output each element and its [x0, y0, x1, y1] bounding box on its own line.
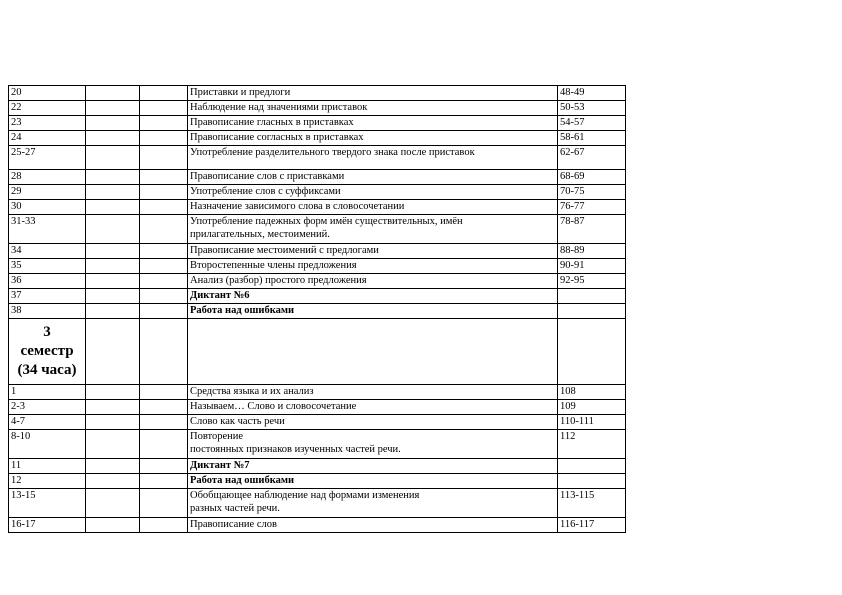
- lesson-number-cell: 25-27: [9, 146, 86, 170]
- textbook-pages-cell: 109: [558, 400, 626, 415]
- table-row: [9, 170, 626, 185]
- lesson-number-cell: 1: [9, 385, 86, 400]
- lesson-number-cell: 2-3: [9, 400, 86, 415]
- date-plan-cell: [86, 319, 140, 385]
- textbook-pages-cell: 90-91: [558, 259, 626, 274]
- semester-header-row: [9, 319, 626, 385]
- date-plan-cell: [86, 385, 140, 400]
- date-plan-cell: [86, 259, 140, 274]
- lesson-number-cell: 22: [9, 101, 86, 116]
- date-plan-cell: [86, 304, 140, 319]
- lesson-number-cell: 11: [9, 459, 86, 474]
- lesson-number-cell: 4-7: [9, 415, 86, 430]
- lesson-number-cell: 34: [9, 244, 86, 259]
- lesson-topic-cell: Слово как часть речи: [188, 415, 558, 430]
- lesson-number-cell: 23: [9, 116, 86, 131]
- lesson-number-cell: 28: [9, 170, 86, 185]
- lesson-topic-cell: [188, 319, 558, 385]
- date-plan-cell: [86, 489, 140, 518]
- date-fact-cell: [140, 489, 188, 518]
- textbook-pages-cell: [558, 289, 626, 304]
- lesson-topic-cell: Употребление разделительного твердого знака после приставок: [188, 146, 558, 170]
- date-plan-cell: [86, 459, 140, 474]
- date-plan-cell: [86, 400, 140, 415]
- textbook-pages-cell: 68-69: [558, 170, 626, 185]
- date-plan-cell: [86, 415, 140, 430]
- date-plan-cell: [86, 131, 140, 146]
- table-row: [9, 385, 626, 400]
- lesson-topic-cell: Правописание местоимений с предлогами: [188, 244, 558, 259]
- date-plan-cell: [86, 200, 140, 215]
- textbook-pages-cell: 113-115: [558, 489, 626, 518]
- date-fact-cell: [140, 86, 188, 101]
- date-fact-cell: [140, 185, 188, 200]
- date-fact-cell: [140, 430, 188, 459]
- lesson-topic-cell: Приставки и предлоги: [188, 86, 558, 101]
- table-row: [9, 289, 626, 304]
- lesson-number-cell: 8-10: [9, 430, 86, 459]
- date-plan-cell: [86, 474, 140, 489]
- date-plan-cell: [86, 430, 140, 459]
- lesson-topic-cell: Наблюдение над значениями приставок: [188, 101, 558, 116]
- date-plan-cell: [86, 244, 140, 259]
- table-row: [9, 259, 626, 274]
- lesson-number-cell: 36: [9, 274, 86, 289]
- lesson-topic-cell: Второстепенные члены предложения: [188, 259, 558, 274]
- date-fact-cell: [140, 259, 188, 274]
- table-row: [9, 400, 626, 415]
- date-fact-cell: [140, 319, 188, 385]
- textbook-pages-cell: 88-89: [558, 244, 626, 259]
- lesson-number-cell: 16-17: [9, 518, 86, 533]
- date-fact-cell: [140, 400, 188, 415]
- lesson-topic-cell: Называем… Слово и словосочетание: [188, 400, 558, 415]
- date-plan-cell: [86, 170, 140, 185]
- textbook-pages-cell: 76-77: [558, 200, 626, 215]
- lesson-topic-cell: Правописание гласных в приставках: [188, 116, 558, 131]
- lesson-number-cell: 31-33: [9, 215, 86, 244]
- lesson-number-cell: 12: [9, 474, 86, 489]
- table-row: [9, 131, 626, 146]
- table-row: [9, 215, 626, 244]
- table-row: [9, 459, 626, 474]
- date-fact-cell: [140, 170, 188, 185]
- date-fact-cell: [140, 146, 188, 170]
- textbook-pages-cell: 110-111: [558, 415, 626, 430]
- date-fact-cell: [140, 289, 188, 304]
- date-fact-cell: [140, 304, 188, 319]
- lesson-topic-cell: Диктант №7: [188, 459, 558, 474]
- textbook-pages-cell: [558, 319, 626, 385]
- date-fact-cell: [140, 101, 188, 116]
- textbook-pages-cell: 108: [558, 385, 626, 400]
- lesson-topic-cell: Правописание согласных в приставках: [188, 131, 558, 146]
- date-plan-cell: [86, 518, 140, 533]
- date-fact-cell: [140, 116, 188, 131]
- textbook-pages-cell: [558, 474, 626, 489]
- table-row: [9, 146, 626, 170]
- date-plan-cell: [86, 274, 140, 289]
- date-fact-cell: [140, 131, 188, 146]
- date-fact-cell: [140, 215, 188, 244]
- table-row: [9, 185, 626, 200]
- date-fact-cell: [140, 244, 188, 259]
- lesson-topic-cell: Назначение зависимого слова в словосочетании: [188, 200, 558, 215]
- table-row: [9, 415, 626, 430]
- lesson-topic-cell: Обобщающее наблюдение над формами изменения разных частей речи.: [188, 489, 558, 518]
- textbook-pages-cell: 78-87: [558, 215, 626, 244]
- table-row: [9, 474, 626, 489]
- table-row: [9, 430, 626, 459]
- date-plan-cell: [86, 86, 140, 101]
- lesson-number-cell: 38: [9, 304, 86, 319]
- lesson-topic-cell: Анализ (разбор) простого предложения: [188, 274, 558, 289]
- textbook-pages-cell: 92-95: [558, 274, 626, 289]
- table-row: [9, 200, 626, 215]
- textbook-pages-cell: 70-75: [558, 185, 626, 200]
- date-fact-cell: [140, 274, 188, 289]
- lesson-number-cell: 13-15: [9, 489, 86, 518]
- lesson-number-cell: 35: [9, 259, 86, 274]
- textbook-pages-cell: 58-61: [558, 131, 626, 146]
- textbook-pages-cell: 50-53: [558, 101, 626, 116]
- table-row: [9, 101, 626, 116]
- lesson-topic-cell: Повторение постоянных признаков изученных частей речи.: [188, 430, 558, 459]
- date-fact-cell: [140, 459, 188, 474]
- lesson-number-cell: 24: [9, 131, 86, 146]
- date-fact-cell: [140, 385, 188, 400]
- lesson-topic-cell: Правописание слов: [188, 518, 558, 533]
- date-plan-cell: [86, 215, 140, 244]
- textbook-pages-cell: 112: [558, 430, 626, 459]
- date-plan-cell: [86, 289, 140, 304]
- lesson-number-cell: 29: [9, 185, 86, 200]
- table-row: [9, 304, 626, 319]
- table-row: [9, 518, 626, 533]
- textbook-pages-cell: 62-67: [558, 146, 626, 170]
- date-fact-cell: [140, 474, 188, 489]
- lesson-topic-cell: Диктант №6: [188, 289, 558, 304]
- date-plan-cell: [86, 185, 140, 200]
- lesson-topic-cell: Употребление слов с суффиксами: [188, 185, 558, 200]
- date-plan-cell: [86, 101, 140, 116]
- lesson-plan-body: [9, 86, 626, 533]
- lesson-topic-cell: Употребление падежных форм имён существительных, имён прилагательных, местоимений.: [188, 215, 558, 244]
- table-row: [9, 489, 626, 518]
- table-row: [9, 244, 626, 259]
- lesson-topic-cell: Правописание слов с приставками: [188, 170, 558, 185]
- date-fact-cell: [140, 200, 188, 215]
- lesson-number-cell: 3 семестр (34 часа): [9, 319, 86, 385]
- date-plan-cell: [86, 116, 140, 131]
- table-row: [9, 116, 626, 131]
- table-row: [9, 86, 626, 101]
- date-plan-cell: [86, 146, 140, 170]
- lesson-number-cell: 30: [9, 200, 86, 215]
- lesson-topic-cell: Работа над ошибками: [188, 474, 558, 489]
- lesson-topic-cell: Работа над ошибками: [188, 304, 558, 319]
- lesson-number-cell: 20: [9, 86, 86, 101]
- textbook-pages-cell: 54-57: [558, 116, 626, 131]
- lesson-topic-cell: Средства языка и их анализ: [188, 385, 558, 400]
- lesson-plan-table: [8, 85, 626, 533]
- textbook-pages-cell: [558, 459, 626, 474]
- textbook-pages-cell: [558, 304, 626, 319]
- date-fact-cell: [140, 415, 188, 430]
- lesson-number-cell: 37: [9, 289, 86, 304]
- textbook-pages-cell: 48-49: [558, 86, 626, 101]
- date-fact-cell: [140, 518, 188, 533]
- table-row: [9, 274, 626, 289]
- textbook-pages-cell: 116-117: [558, 518, 626, 533]
